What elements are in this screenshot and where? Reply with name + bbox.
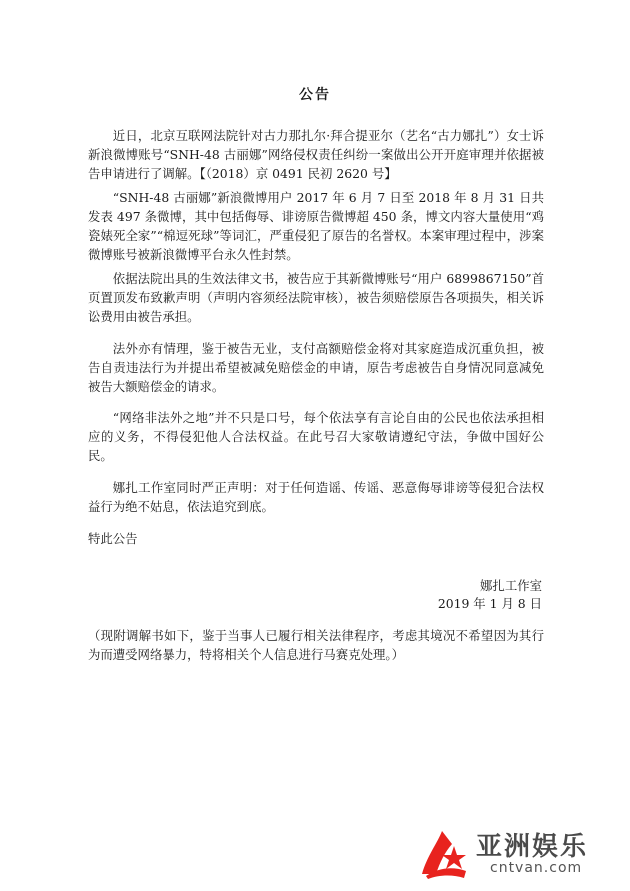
signer-name: 娜扎工作室 <box>480 578 542 593</box>
paragraph-appeal: “网络非法外之地”并不只是口号，每个依法享有言论自由的公民也依法承担相应的义务，不得侵犯他人合法权益。在此号召大家敬请遵纪守法，争做中国好公民。 <box>88 410 544 463</box>
paragraph-intro: 近日，北京互联网法院针对古力那扎尔·拜合提亚尔（艺名“古力娜扎”）女士诉新浪微博账号“SNH-48 古丽娜”网络侵权责任纠纷一案做出公开开庭审理并依据被告申请进行了调解。【（2018）京 0491 民初 2620 号】 <box>88 128 544 181</box>
document-title: 公告 <box>299 87 331 103</box>
paragraph-judgment: 依据法院出具的生效法律文书，被告应于其新微博账号“用户 6899867150”首页置顶发布致歉声明（声明内容须经法院审核），被告须赔偿原告各项损失，相关诉讼费用由被告承担。 <box>88 271 544 324</box>
paragraph-facts: “SNH-48 古丽娜”新浪微博用户 2017 年 6 月 7 日至 2018 年 8 月 31 日共发表 497 条微博，其中包括侮辱、诽谤原告微博超 450 条，博文内容大量使用“鸡瓷婊死全家”“棉逗死球”等词汇，严重侵犯了原告的名誉权。本案审理过程中，涉案微博账号被新浪微博平台永久性封禁。 <box>88 190 544 262</box>
watermark-name: 亚洲娱乐 <box>476 832 589 862</box>
site-watermark <box>418 826 618 882</box>
triangle-star-logo-icon <box>418 828 472 880</box>
appendix-note: （现附调解书如下，鉴于当事人已履行相关法律程序，考虑其境况不希望因为其行为而遭受网络暴力，特将相关个人信息进行马赛克处理。） <box>88 628 544 662</box>
signature-date: 2019 年 1 月 8 日 <box>437 596 542 611</box>
watermark-url: cntvan.com <box>490 860 583 876</box>
closing-line: 特此公告 <box>88 531 138 546</box>
paragraph-mitigation: 法外亦有情理，鉴于被告无业，支付高额赔偿金将对其家庭造成沉重负担，被告自责违法行为并提出希望被减免赔偿金的申请，原告考虑被告自身情况同意减免被告大额赔偿金的请求。 <box>88 341 544 394</box>
paragraph-statement: 娜扎工作室同时严正声明：对于任何造谣、传谣、恶意侮辱诽谤等侵犯合法权益行为绝不姑息，依法追究到底。 <box>88 480 544 514</box>
